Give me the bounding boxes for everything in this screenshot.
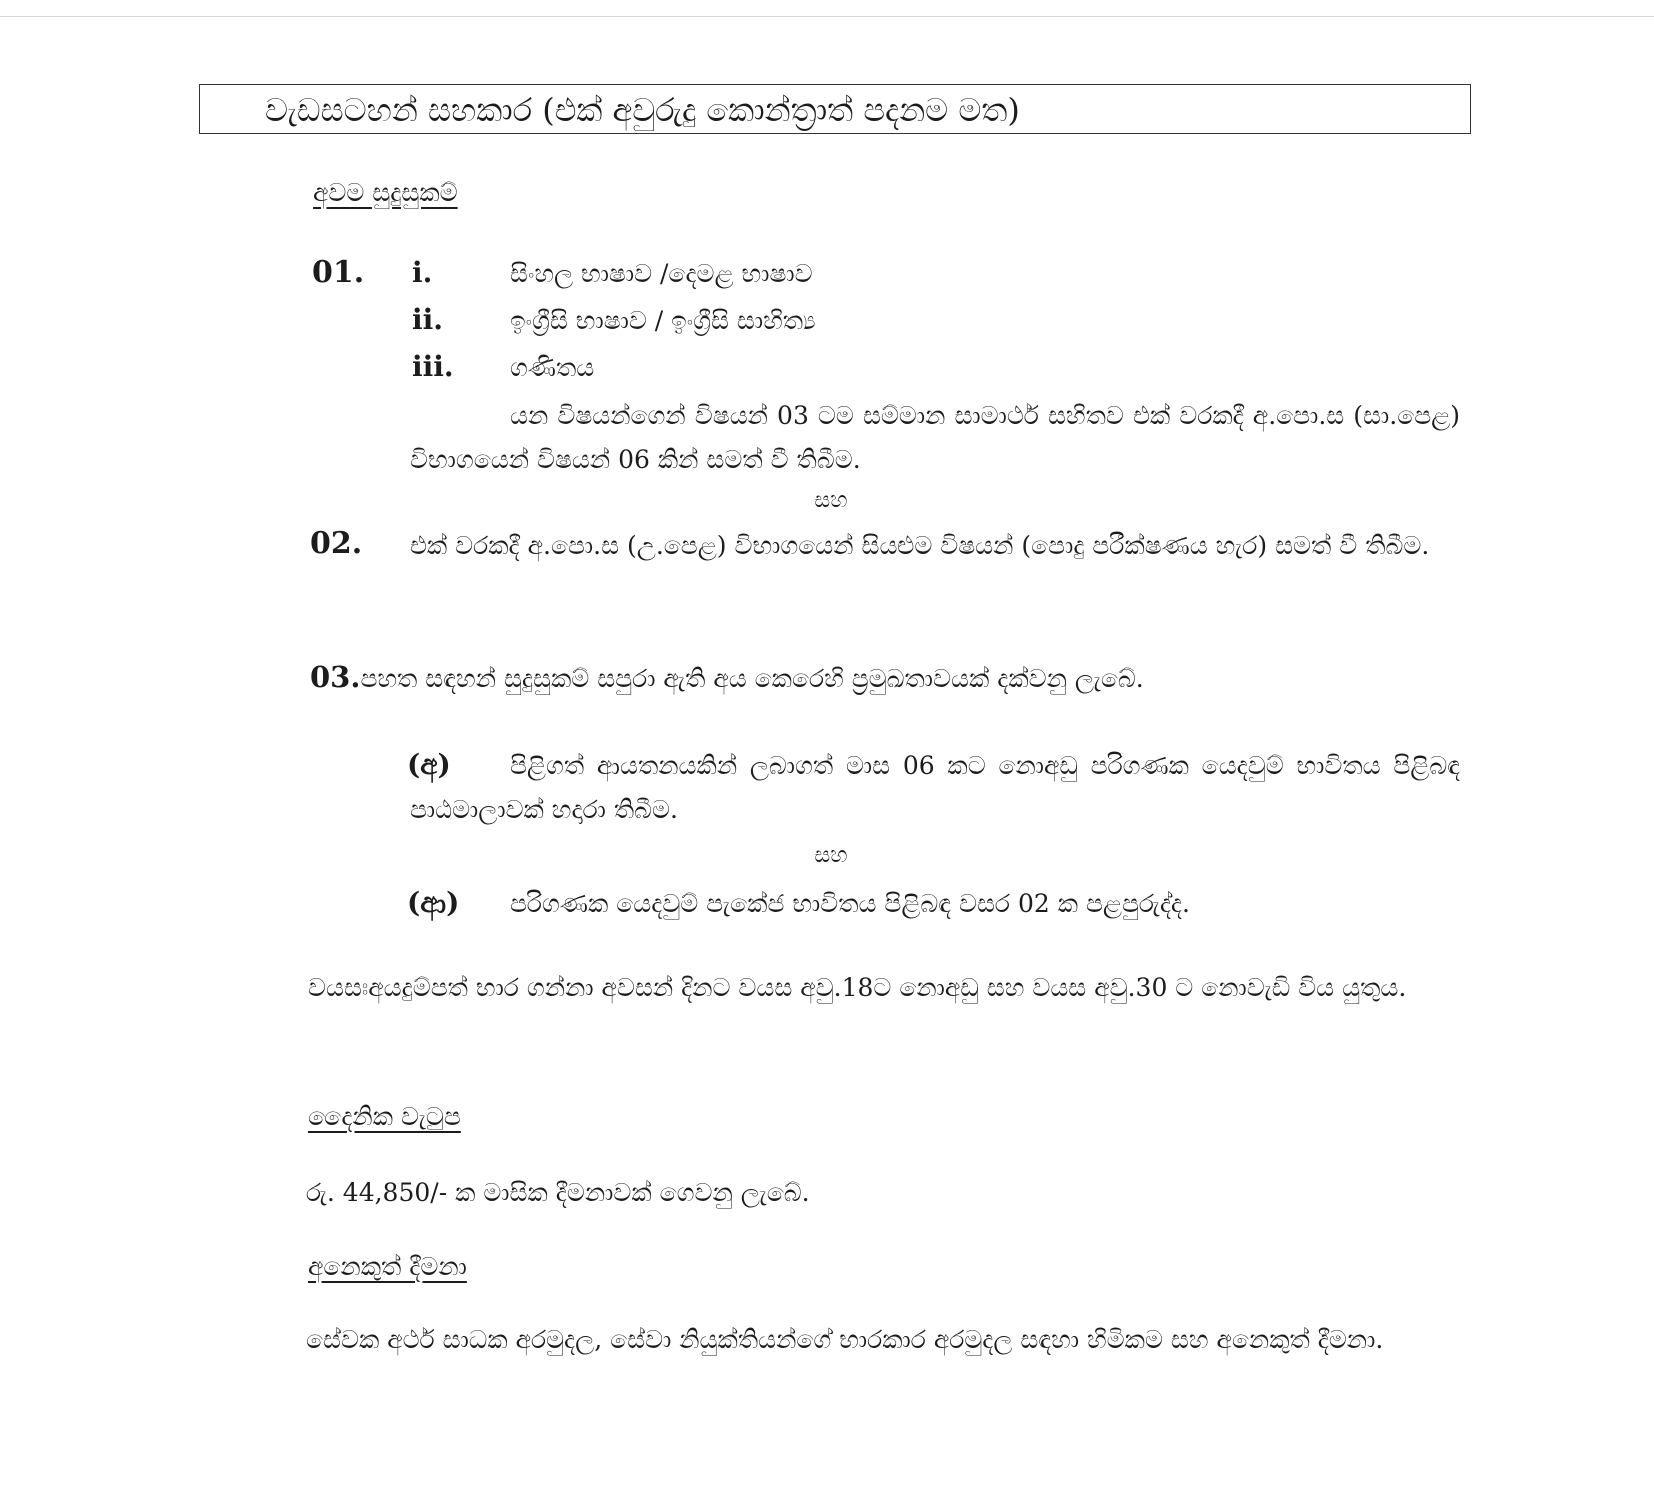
q3-item-b-text: පරිගණක යෙදවුම් පැකේජ භාවිතය පිළිබඳ වසර 02 ක පළපුරුද්ද. (510, 889, 1190, 918)
q1-item-2-text: ඉංග්‍රීසි භාෂාව / ඉංග්‍රීසි සාහිත්‍ය (510, 306, 816, 335)
salary-heading: දෛනික වැටුප (308, 1102, 461, 1131)
q1-description: යන විෂයන්ගෙන් විෂයන් 03 ටම සම්මාන සාමාර්ථ සහිතව එක් වරකදී අ.පො.ස (සා.පෙළ) විභාගයෙන් විෂයන් 06 කින් සමත් වී තිබීම. (410, 401, 1460, 474)
salary-text: රු. 44,850/- ක මාසික දීමනාවක් ගෙවනු ලැබේ. (306, 1178, 810, 1207)
q2-number: 02. (310, 526, 363, 561)
title-box (199, 84, 1471, 134)
q3-description: පහත සඳහන් සුදුසුකම් සපුරා ඇති අය කෙරෙහි ප්‍රමුඛතාවයක් දක්වනු ලැබේ. (360, 664, 1144, 693)
q3-line (310, 660, 1144, 694)
age-requirement: වයසඃඅයදුම්පත් භාර ගන්නා අවසන් දිනට වයස අවු.18ට නොඅඩු සහ වයස අවු.30 ට නොවැඩි විය යුතුය. (308, 973, 1407, 1002)
q1-item-2-roman: ii. (412, 303, 444, 336)
q1-item-1-roman: i. (412, 256, 433, 289)
and-separator-2: සහ (814, 843, 848, 868)
allowances-text: සේවක අර්ථ සාධක අරමුදල, සේවා නියුක්තියන්ගේ භාරකාර අරමුදල සඳහා හිමිකම සහ අනෙකුත් දීමනා. (306, 1325, 1384, 1354)
q1-item-1-text: සිංහල භාෂාව /දෙමළ භාෂාව (510, 259, 813, 288)
q3-item-a-text: පිළිගත් ආයතනයකින් ලබාගත් මාස 06 කට නොඅඩු පරිගණක යෙදවුම් භාවිතය පිළිබඳ පාඨමාලාවක් හදාරා තිබීම. (410, 751, 1460, 824)
and-separator-1: සහ (814, 488, 848, 513)
q1-number: 01. (312, 255, 365, 290)
q1-item-3-text: ගණිතය (510, 353, 595, 382)
q3-number: 03. (310, 660, 361, 694)
q2-description: එක් වරකදී අ.පො.ස (උ.පෙළ) විභාගයෙන් සියළුම විෂයන් (පොදු පරීක්ෂණය හැර) සමත් වී තිබීම. (410, 531, 1430, 560)
page-title: වැඩසටහන් සහකාර (එක් අවුරුදු කොන්ත්‍රාත් පදනම මත) (265, 91, 1020, 129)
q3-item-b-label: (ආ) (407, 886, 460, 919)
min-qualifications-heading: අවම සුදුසුකම් (313, 178, 458, 207)
q1-item-3-roman: iii. (412, 350, 454, 383)
q3-item-a-label: (අ) (407, 748, 451, 781)
allowances-heading: අනෙකුත් දීමනා (308, 1252, 467, 1281)
